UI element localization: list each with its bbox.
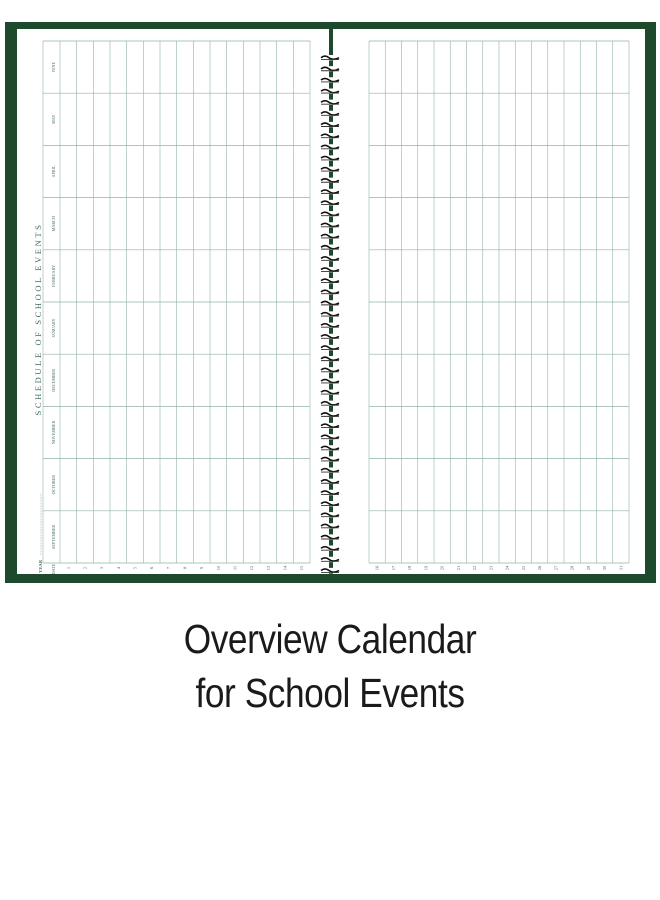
date-label: DATE bbox=[51, 563, 56, 574]
month-label: NOVEMBER bbox=[51, 420, 56, 445]
month-label: OCTOBER bbox=[51, 474, 56, 495]
day-number: 8 bbox=[182, 566, 188, 570]
spiral-ring bbox=[320, 546, 340, 551]
day-number: 12 bbox=[249, 565, 255, 571]
month-label: APRIL bbox=[51, 165, 56, 178]
spiral-ring bbox=[320, 568, 340, 573]
day-number: 2 bbox=[82, 566, 88, 570]
day-number: 10 bbox=[215, 565, 221, 571]
spiral-ring bbox=[320, 88, 340, 93]
month-label: JUNE bbox=[51, 61, 56, 73]
caption-line-2: for School Events bbox=[195, 670, 465, 716]
spiral-ring bbox=[320, 434, 340, 439]
spiral-ring bbox=[320, 111, 340, 116]
spiral-ring bbox=[320, 389, 340, 394]
right-page bbox=[333, 29, 645, 574]
spiral-ring bbox=[320, 378, 340, 383]
spiral-ring bbox=[320, 534, 340, 539]
schedule-title: SCHEDULE OF SCHOOL EVENTS bbox=[33, 222, 43, 416]
spiral-ring bbox=[320, 289, 340, 294]
spiral-ring bbox=[320, 479, 340, 484]
day-number: 20 bbox=[439, 565, 445, 571]
spiral-ring bbox=[320, 155, 340, 160]
spiral-ring bbox=[320, 233, 340, 238]
spiral-ring bbox=[320, 367, 340, 372]
day-number: 13 bbox=[265, 565, 271, 571]
spiral-ring bbox=[320, 245, 340, 250]
day-number: 5 bbox=[132, 566, 138, 570]
caption-line-1: Overview Calendar bbox=[183, 616, 477, 662]
spiral-ring bbox=[320, 77, 340, 82]
day-number: 31 bbox=[618, 565, 624, 571]
spiral-ring bbox=[320, 512, 340, 517]
year-label: YEAR bbox=[38, 559, 43, 573]
spiral-ring bbox=[320, 356, 340, 361]
spiral-ring bbox=[320, 211, 340, 216]
spiral-binding bbox=[318, 51, 342, 575]
day-number: 26 bbox=[537, 565, 543, 571]
day-number: 7 bbox=[165, 566, 171, 570]
right-page-grid bbox=[333, 29, 645, 574]
spiral-ring bbox=[320, 222, 340, 227]
day-number: 14 bbox=[282, 565, 288, 571]
day-number: 18 bbox=[407, 565, 413, 571]
day-number: 23 bbox=[488, 565, 494, 571]
day-number: 25 bbox=[520, 565, 526, 571]
day-number: 29 bbox=[585, 565, 591, 571]
spiral-ring bbox=[320, 445, 340, 450]
spiral-ring bbox=[320, 468, 340, 473]
day-number: 3 bbox=[99, 566, 105, 570]
day-number: 19 bbox=[423, 565, 429, 571]
spiral-ring bbox=[320, 122, 340, 127]
spiral-ring bbox=[320, 300, 340, 305]
left-page-grid bbox=[17, 29, 329, 574]
spiral-ring bbox=[320, 256, 340, 261]
spiral-ring bbox=[320, 456, 340, 461]
month-label: MARCH bbox=[51, 216, 56, 232]
spiral-ring bbox=[320, 144, 340, 149]
day-number: 28 bbox=[569, 565, 575, 571]
spiral-ring bbox=[320, 501, 340, 506]
spiral-ring bbox=[320, 523, 340, 528]
spiral-ring bbox=[320, 311, 340, 316]
day-number: 15 bbox=[299, 565, 305, 571]
day-number: 21 bbox=[455, 565, 461, 571]
spiral-ring bbox=[320, 490, 340, 495]
day-number: 24 bbox=[504, 565, 510, 571]
spiral-ring bbox=[320, 278, 340, 283]
day-number: 27 bbox=[553, 565, 559, 571]
planner-cover bbox=[5, 22, 656, 583]
spiral-ring bbox=[320, 345, 340, 350]
spiral-ring bbox=[320, 133, 340, 138]
month-label: SEPTEMBER bbox=[51, 524, 56, 550]
spiral-ring bbox=[320, 557, 340, 562]
spiral-ring bbox=[320, 66, 340, 71]
day-number: 9 bbox=[199, 566, 205, 570]
month-label: JANUARY bbox=[51, 318, 56, 338]
day-number: 6 bbox=[149, 566, 155, 570]
day-number: 1 bbox=[65, 566, 71, 570]
spiral-ring bbox=[320, 200, 340, 205]
spiral-ring bbox=[320, 334, 340, 339]
month-label: MAY bbox=[51, 114, 56, 124]
day-number: 4 bbox=[115, 566, 121, 570]
spiral-ring bbox=[320, 166, 340, 171]
month-label: FEBRUARY bbox=[51, 264, 56, 287]
day-number: 17 bbox=[390, 565, 396, 571]
spiral-ring bbox=[320, 267, 340, 272]
left-page bbox=[17, 29, 329, 574]
day-number: 22 bbox=[472, 565, 478, 571]
spiral-ring bbox=[320, 189, 340, 194]
day-number: 11 bbox=[232, 565, 238, 571]
spiral-ring bbox=[320, 55, 340, 60]
spiral-ring bbox=[320, 323, 340, 328]
spiral-ring bbox=[320, 412, 340, 417]
day-number: 30 bbox=[602, 565, 608, 571]
spiral-ring bbox=[320, 401, 340, 406]
spiral-ring bbox=[320, 178, 340, 183]
spiral-ring bbox=[320, 423, 340, 428]
month-label: DECEMBER bbox=[51, 368, 56, 392]
day-number: 16 bbox=[374, 565, 380, 571]
spiral-ring bbox=[320, 100, 340, 105]
